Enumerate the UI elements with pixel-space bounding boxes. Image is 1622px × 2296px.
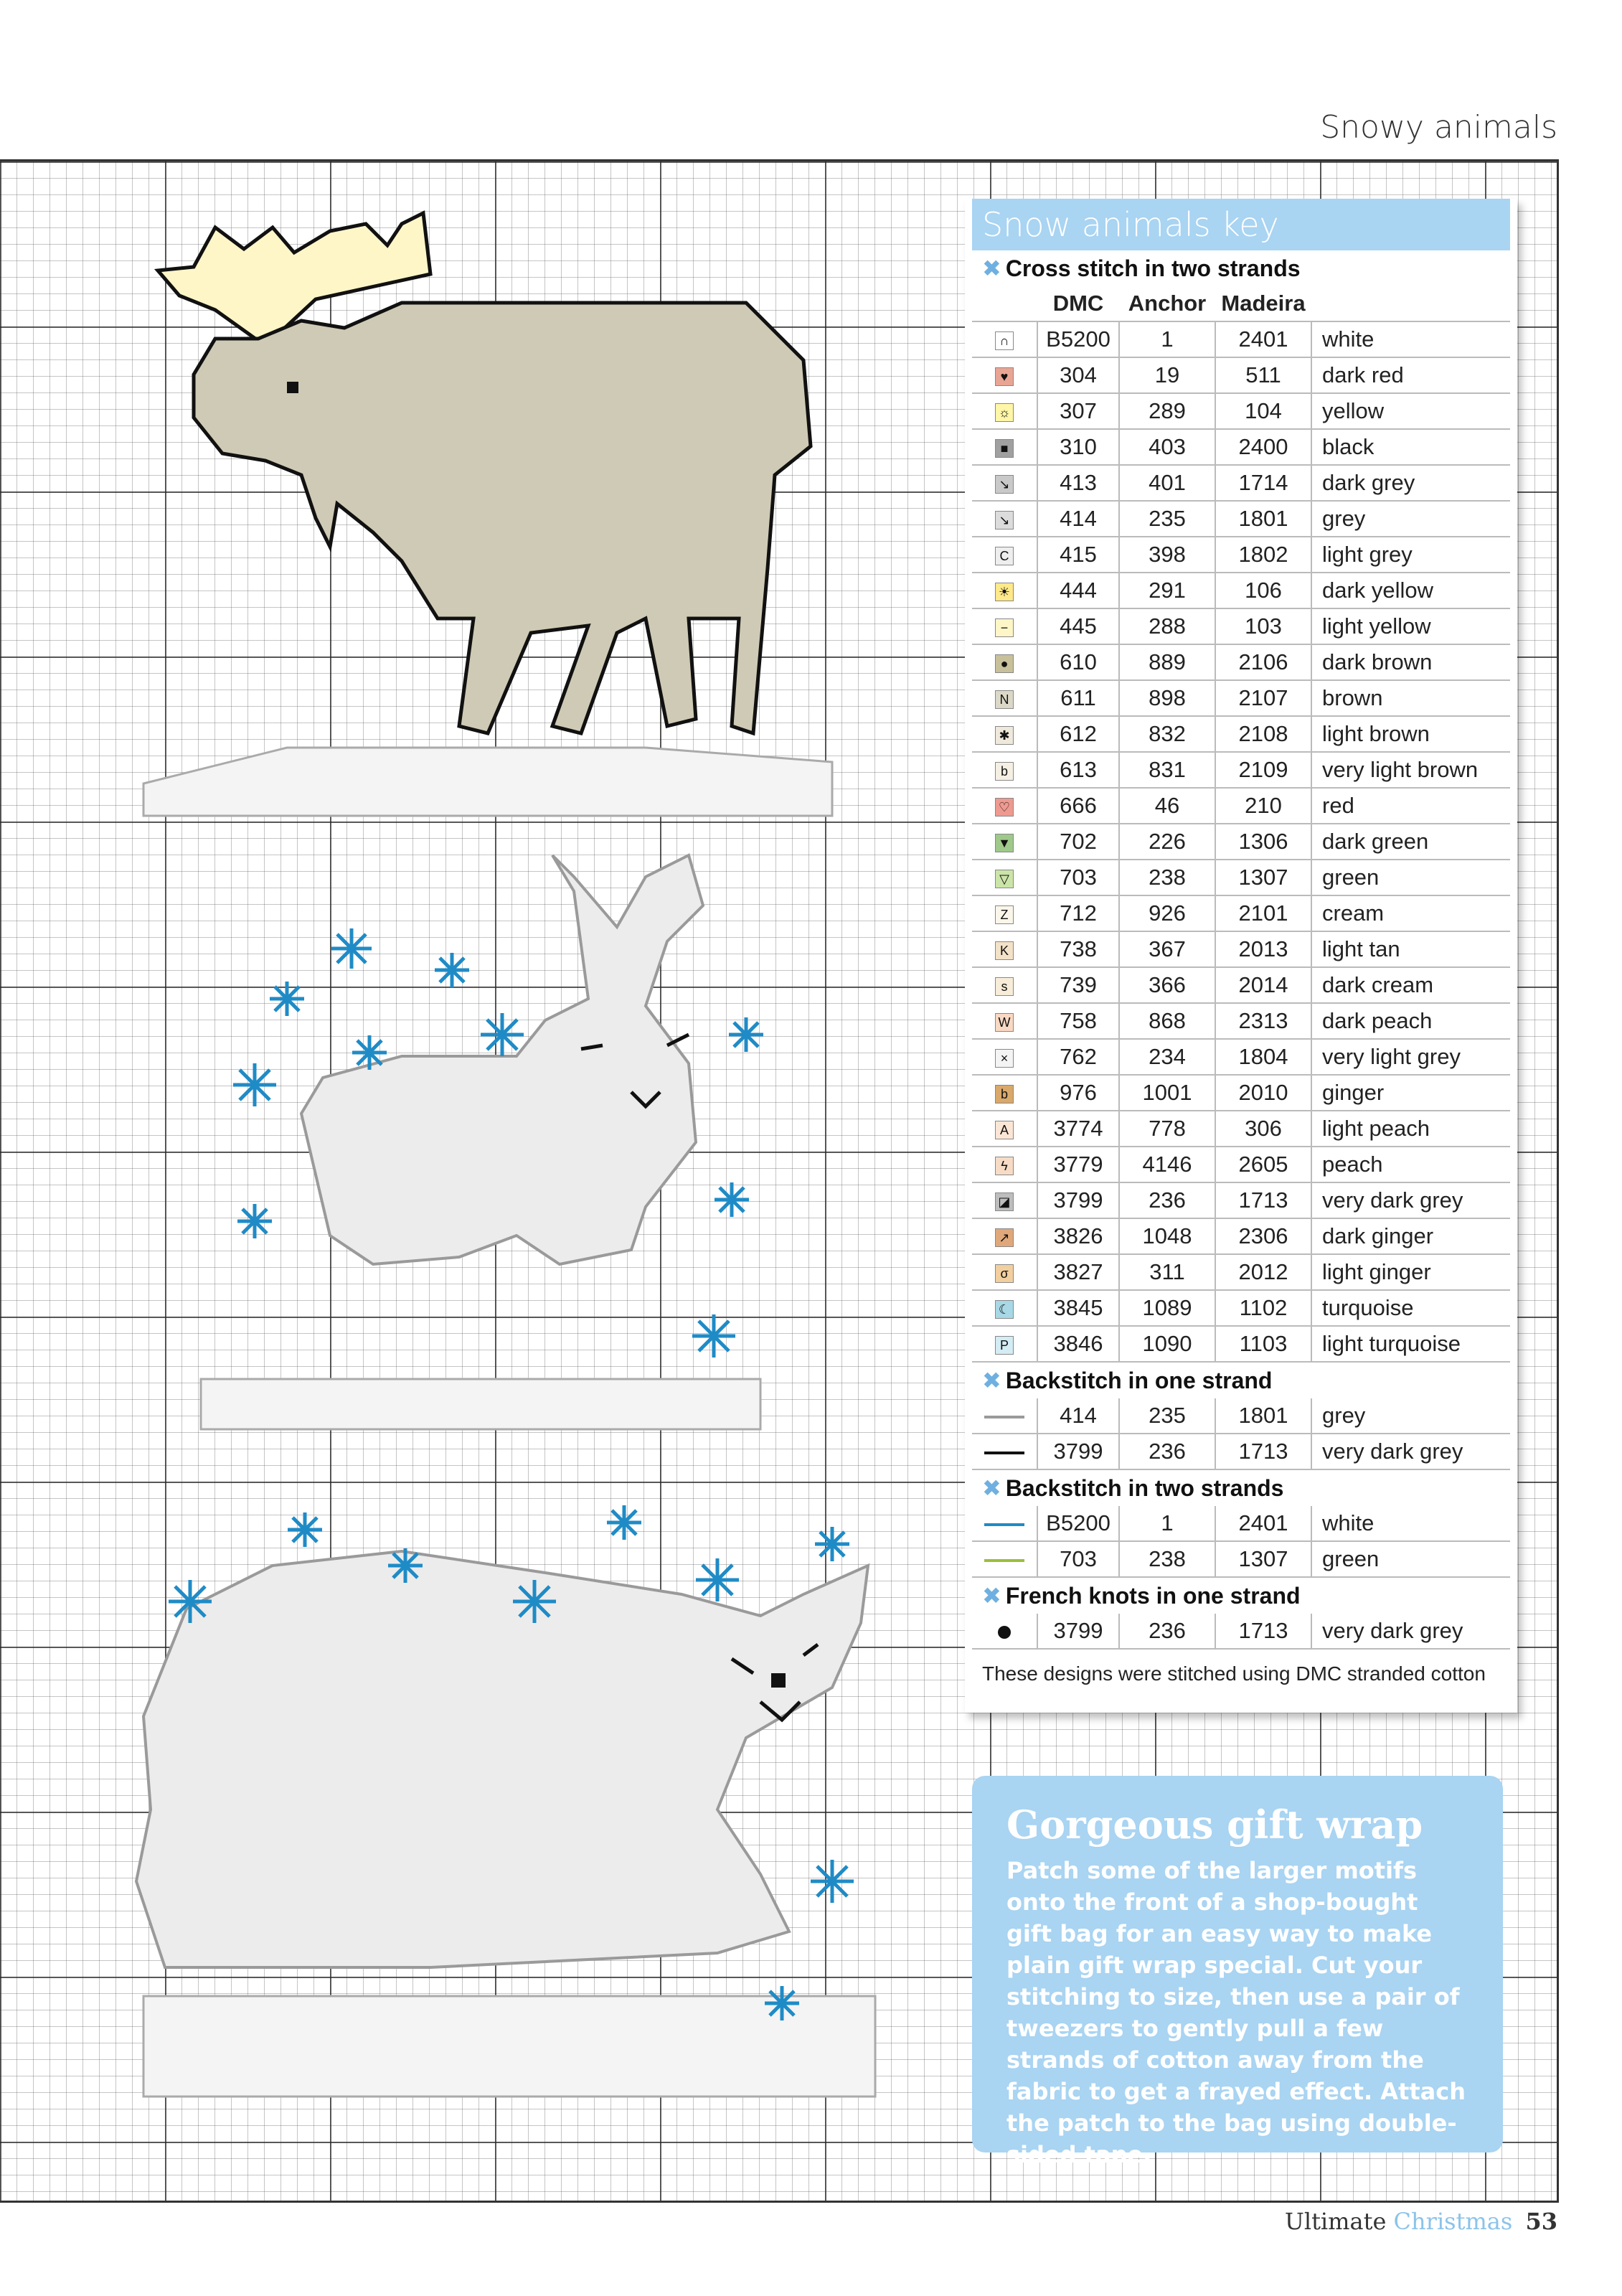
page-footer xyxy=(1285,2208,1557,2235)
dmc-value: 307 xyxy=(1037,393,1119,429)
key-row xyxy=(972,429,1510,465)
colour-name: cream xyxy=(1311,895,1510,931)
symbol-cell xyxy=(972,1147,1037,1182)
madeira-value: 1102 xyxy=(1215,1290,1311,1326)
symbol-cell xyxy=(972,393,1037,429)
dmc-value: B5200 xyxy=(1037,1506,1119,1541)
symbol-cell xyxy=(972,1111,1037,1147)
stitch-symbol-icon: ↘ xyxy=(995,475,1014,494)
madeira-value: 2013 xyxy=(1215,931,1311,967)
colour-name: grey xyxy=(1311,1398,1510,1434)
cross-stitch-rows xyxy=(972,321,1510,1362)
symbol-cell xyxy=(972,357,1037,393)
moose-snow xyxy=(143,748,832,816)
dmc-value: 3799 xyxy=(1037,1182,1119,1218)
anchor-value: 288 xyxy=(1119,608,1215,644)
dmc-value: 414 xyxy=(1037,1398,1119,1434)
fox-snow xyxy=(143,1996,875,2097)
symbol-cell xyxy=(972,644,1037,680)
madeira-value: 2108 xyxy=(1215,716,1311,752)
dmc-value: 3826 xyxy=(1037,1218,1119,1254)
backstitch-one-table xyxy=(972,1398,1510,1470)
backstitch-two-heading: ✖ Backstitch in two strands xyxy=(982,1475,1284,1501)
key-row xyxy=(972,644,1510,680)
madeira-value: 2106 xyxy=(1215,644,1311,680)
french-knots-heading: ✖ French knots in one strand xyxy=(982,1583,1301,1609)
stitch-symbol-icon: ● xyxy=(995,654,1014,673)
colour-name: green xyxy=(1311,860,1510,895)
backstitch-one-label: Backstitch in one strand xyxy=(1005,1368,1273,1393)
key-row xyxy=(972,1326,1510,1362)
key-row xyxy=(972,1039,1510,1075)
madeira-value: 2012 xyxy=(1215,1254,1311,1290)
chart-motifs xyxy=(0,159,925,2198)
anchor-value: 1090 xyxy=(1119,1326,1215,1362)
anchor-value: 868 xyxy=(1119,1003,1215,1039)
madeira-value: 306 xyxy=(1215,1111,1311,1147)
symbol-cell xyxy=(972,429,1037,465)
key-row xyxy=(972,321,1510,357)
snowflake xyxy=(237,1204,272,1238)
anchor-value: 235 xyxy=(1119,1398,1215,1434)
colour-name: ginger xyxy=(1311,1075,1510,1111)
fox-nose xyxy=(771,1673,786,1688)
colour-name: peach xyxy=(1311,1147,1510,1182)
symbol-cell xyxy=(972,1614,1037,1649)
cross-stitch-table xyxy=(972,286,1510,1363)
dmc-value: 739 xyxy=(1037,967,1119,1003)
stitch-symbol-icon: ♡ xyxy=(995,798,1014,817)
madeira-value: 1307 xyxy=(1215,1541,1311,1577)
col-anchor: Anchor xyxy=(1119,286,1215,321)
key-row xyxy=(972,1111,1510,1147)
symbol-cell xyxy=(972,1218,1037,1254)
symbol-cell xyxy=(972,1326,1037,1362)
colour-name: red xyxy=(1311,788,1510,824)
gift-wrap-title: Gorgeous gift wrap xyxy=(1006,1802,1423,1848)
colour-name: dark green xyxy=(1311,824,1510,860)
dmc-value: 976 xyxy=(1037,1075,1119,1111)
anchor-value: 926 xyxy=(1119,895,1215,931)
stitch-symbol-icon: P xyxy=(995,1336,1014,1355)
stitch-symbol-icon: ↗ xyxy=(995,1228,1014,1247)
page-number: 53 xyxy=(1525,2208,1557,2235)
col-madeira: Madeira xyxy=(1215,286,1311,321)
madeira-value: 2400 xyxy=(1215,429,1311,465)
symbol-cell xyxy=(972,716,1037,752)
anchor-value: 366 xyxy=(1119,967,1215,1003)
colour-name: very dark grey xyxy=(1311,1434,1510,1469)
key-row xyxy=(972,1254,1510,1290)
dmc-value: 414 xyxy=(1037,501,1119,537)
key-row xyxy=(972,465,1510,501)
dmc-value: 612 xyxy=(1037,716,1119,752)
stitch-symbol-icon: ▽ xyxy=(995,870,1014,888)
anchor-value: 403 xyxy=(1119,429,1215,465)
madeira-value: 2109 xyxy=(1215,752,1311,788)
symbol-cell xyxy=(972,860,1037,895)
stitch-symbol-icon: ▼ xyxy=(995,834,1014,852)
key-row xyxy=(972,967,1510,1003)
madeira-value: 1804 xyxy=(1215,1039,1311,1075)
colour-name: brown xyxy=(1311,680,1510,716)
anchor-value: 367 xyxy=(1119,931,1215,967)
colour-name: light peach xyxy=(1311,1111,1510,1147)
cross-stitch-section-label: Cross stitch in two strands xyxy=(1005,255,1301,281)
colour-name: dark peach xyxy=(1311,1003,1510,1039)
hare-motif xyxy=(201,855,760,1429)
stitch-symbol-icon: ☀ xyxy=(995,583,1014,601)
dmc-value: 703 xyxy=(1037,860,1119,895)
stitch-symbol-icon: C xyxy=(995,547,1014,565)
colour-name: dark cream xyxy=(1311,967,1510,1003)
anchor-value: 831 xyxy=(1119,752,1215,788)
dmc-value: 445 xyxy=(1037,608,1119,644)
key-title: Snow animals key xyxy=(972,199,1510,250)
symbol-cell xyxy=(972,1039,1037,1075)
anchor-value: 235 xyxy=(1119,501,1215,537)
key-row xyxy=(972,895,1510,931)
footer-magazine-prefix: Ultimate xyxy=(1284,2208,1387,2235)
backstitch-line-icon xyxy=(984,1559,1024,1562)
symbol-cell xyxy=(972,608,1037,644)
key-row xyxy=(972,1398,1510,1434)
french-knot-icon xyxy=(998,1626,1011,1639)
dmc-value: 762 xyxy=(1037,1039,1119,1075)
dmc-value: 666 xyxy=(1037,788,1119,824)
anchor-value: 226 xyxy=(1119,824,1215,860)
dmc-value: 613 xyxy=(1037,752,1119,788)
anchor-value: 236 xyxy=(1119,1182,1215,1218)
anchor-value: 234 xyxy=(1119,1039,1215,1075)
stitch-symbol-icon: ◪ xyxy=(995,1192,1014,1211)
fox-motif xyxy=(136,1551,875,2097)
dmc-value: 610 xyxy=(1037,644,1119,680)
anchor-value: 289 xyxy=(1119,393,1215,429)
madeira-value: 2401 xyxy=(1215,321,1311,357)
stitch-symbol-icon: σ xyxy=(995,1264,1014,1283)
key-row xyxy=(972,931,1510,967)
snowflake xyxy=(607,1505,641,1540)
key-row xyxy=(972,1147,1510,1182)
key-panel xyxy=(965,199,1517,1713)
symbol-cell xyxy=(972,1075,1037,1111)
colour-name: dark red xyxy=(1311,357,1510,393)
snowflake xyxy=(729,1017,763,1052)
colour-name: very light grey xyxy=(1311,1039,1510,1075)
colour-name: turquoise xyxy=(1311,1290,1510,1326)
key-row xyxy=(972,680,1510,716)
key-row xyxy=(972,1182,1510,1218)
key-row xyxy=(972,393,1510,429)
key-row xyxy=(972,860,1510,895)
stitch-symbol-icon: ☾ xyxy=(995,1300,1014,1319)
symbol-cell xyxy=(972,537,1037,573)
snowflake xyxy=(270,982,304,1016)
anchor-value: 238 xyxy=(1119,1541,1215,1577)
colour-name: light turquoise xyxy=(1311,1326,1510,1362)
symbol-cell xyxy=(972,895,1037,931)
anchor-value: 898 xyxy=(1119,680,1215,716)
madeira-value: 1714 xyxy=(1215,465,1311,501)
dmc-value: 702 xyxy=(1037,824,1119,860)
madeira-value: 2306 xyxy=(1215,1218,1311,1254)
snowflake xyxy=(169,1580,212,1623)
snowflake xyxy=(388,1548,423,1583)
snowflake xyxy=(513,1580,556,1623)
colour-name: light yellow xyxy=(1311,608,1510,644)
dmc-value: 3799 xyxy=(1037,1434,1119,1469)
symbol-cell xyxy=(972,1182,1037,1218)
madeira-value: 2101 xyxy=(1215,895,1311,931)
key-row xyxy=(972,501,1510,537)
madeira-value: 1713 xyxy=(1215,1434,1311,1469)
stitch-symbol-icon: b xyxy=(995,762,1014,781)
madeira-value: 2313 xyxy=(1215,1003,1311,1039)
anchor-value: 398 xyxy=(1119,537,1215,573)
snowflake xyxy=(331,928,372,969)
dmc-value: 304 xyxy=(1037,357,1119,393)
col-symbol xyxy=(972,286,1037,321)
dmc-value: 3779 xyxy=(1037,1147,1119,1182)
stitch-symbol-icon: W xyxy=(995,1013,1014,1032)
dmc-value: 310 xyxy=(1037,429,1119,465)
col-dmc: DMC xyxy=(1037,286,1119,321)
madeira-value: 2014 xyxy=(1215,967,1311,1003)
moose-motif xyxy=(143,213,832,816)
colour-name: light tan xyxy=(1311,931,1510,967)
symbol-cell xyxy=(972,752,1037,788)
stitch-symbol-icon: K xyxy=(995,941,1014,960)
backstitch-line-icon xyxy=(984,1523,1024,1526)
snowflake xyxy=(481,1013,524,1056)
snowflake xyxy=(815,1527,849,1561)
anchor-value: 1089 xyxy=(1119,1290,1215,1326)
symbol-cell xyxy=(972,1254,1037,1290)
madeira-value: 210 xyxy=(1215,788,1311,824)
snowflake xyxy=(435,953,469,987)
french-knots-table xyxy=(972,1614,1510,1650)
stitch-symbol-icon: ■ xyxy=(995,439,1014,458)
snowflake xyxy=(352,1035,387,1070)
stitch-symbol-icon: A xyxy=(995,1121,1014,1139)
key-row xyxy=(972,824,1510,860)
backstitch-two-label: Backstitch in two strands xyxy=(1005,1475,1284,1501)
symbol-cell xyxy=(972,680,1037,716)
madeira-value: 1801 xyxy=(1215,501,1311,537)
dmc-value: 738 xyxy=(1037,931,1119,967)
colour-name: dark grey xyxy=(1311,465,1510,501)
dmc-value: B5200 xyxy=(1037,321,1119,357)
colour-name: white xyxy=(1311,321,1510,357)
symbol-cell xyxy=(972,1506,1037,1541)
anchor-value: 778 xyxy=(1119,1111,1215,1147)
symbol-cell xyxy=(972,1003,1037,1039)
anchor-value: 1 xyxy=(1119,1506,1215,1541)
madeira-value: 2605 xyxy=(1215,1147,1311,1182)
symbol-cell xyxy=(972,1290,1037,1326)
dmc-value: 413 xyxy=(1037,465,1119,501)
snowflake xyxy=(233,1063,276,1106)
page-section-title: Snowy animals xyxy=(1320,109,1557,146)
key-row xyxy=(972,1614,1510,1649)
symbol-cell xyxy=(972,321,1037,357)
dmc-value: 758 xyxy=(1037,1003,1119,1039)
anchor-value: 236 xyxy=(1119,1614,1215,1649)
anchor-value: 311 xyxy=(1119,1254,1215,1290)
colour-name: very dark grey xyxy=(1311,1614,1510,1649)
madeira-value: 1713 xyxy=(1215,1182,1311,1218)
fox-body xyxy=(136,1551,868,1967)
madeira-value: 1103 xyxy=(1215,1326,1311,1362)
madeira-value: 1801 xyxy=(1215,1398,1311,1434)
symbol-cell xyxy=(972,1541,1037,1577)
stitch-symbol-icon: ϟ xyxy=(995,1157,1014,1175)
symbol-cell xyxy=(972,824,1037,860)
footer-magazine-accent: Christmas xyxy=(1393,2208,1513,2235)
anchor-value: 4146 xyxy=(1119,1147,1215,1182)
key-row xyxy=(972,1290,1510,1326)
madeira-value: 2010 xyxy=(1215,1075,1311,1111)
colour-name: dark yellow xyxy=(1311,573,1510,608)
dmc-value: 3799 xyxy=(1037,1614,1119,1649)
stitch-symbol-icon: ∩ xyxy=(995,331,1014,350)
symbol-cell xyxy=(972,788,1037,824)
madeira-value: 103 xyxy=(1215,608,1311,644)
dmc-value: 712 xyxy=(1037,895,1119,931)
key-row xyxy=(972,1506,1510,1541)
colour-name: light brown xyxy=(1311,716,1510,752)
colour-name: light ginger xyxy=(1311,1254,1510,1290)
stitch-symbol-icon: × xyxy=(995,1049,1014,1068)
colour-name: grey xyxy=(1311,501,1510,537)
gift-wrap-tip-box xyxy=(972,1776,1503,2168)
anchor-value: 832 xyxy=(1119,716,1215,752)
colour-name: dark brown xyxy=(1311,644,1510,680)
key-row xyxy=(972,1075,1510,1111)
key-row xyxy=(972,716,1510,752)
key-row xyxy=(972,752,1510,788)
hare-snow xyxy=(201,1379,760,1429)
madeira-value: 2107 xyxy=(1215,680,1311,716)
stitch-symbol-icon: Z xyxy=(995,905,1014,924)
colour-name: white xyxy=(1311,1506,1510,1541)
stitch-symbol-icon: s xyxy=(995,977,1014,996)
moose-eye xyxy=(287,382,298,393)
colour-name: black xyxy=(1311,429,1510,465)
colour-name: dark ginger xyxy=(1311,1218,1510,1254)
dmc-value: 703 xyxy=(1037,1541,1119,1577)
snowflake xyxy=(765,1986,799,2020)
cross-stitch-section-heading: ✖ Cross stitch in two strands xyxy=(982,255,1301,281)
stitch-symbol-icon: b xyxy=(995,1085,1014,1104)
dmc-value: 444 xyxy=(1037,573,1119,608)
snowflake xyxy=(715,1182,749,1217)
french-knots-label: French knots in one strand xyxy=(1005,1583,1301,1609)
dmc-value: 611 xyxy=(1037,680,1119,716)
madeira-value: 2401 xyxy=(1215,1506,1311,1541)
key-row xyxy=(972,788,1510,824)
madeira-value: 1307 xyxy=(1215,860,1311,895)
symbol-cell xyxy=(972,573,1037,608)
colour-name: very dark grey xyxy=(1311,1182,1510,1218)
dmc-value: 3774 xyxy=(1037,1111,1119,1147)
backstitch-two-table xyxy=(972,1506,1510,1578)
backstitch-line-icon xyxy=(984,1416,1024,1418)
madeira-value: 104 xyxy=(1215,393,1311,429)
dmc-value: 3846 xyxy=(1037,1326,1119,1362)
stitch-symbol-icon: − xyxy=(995,618,1014,637)
colour-name: yellow xyxy=(1311,393,1510,429)
colour-name: green xyxy=(1311,1541,1510,1577)
gift-wrap-text: Patch some of the larger motifs onto the front of a shop-bought gift bag for an easy way to make plain gift wrap special. Cut your stitching to size, then use a pair of tweezers to gently pull a few strands of cotton away from the fabric to get a frayed effect. Attach the patch to the bag using double-sided tape. xyxy=(1006,1857,1466,2168)
dmc-value: 3845 xyxy=(1037,1290,1119,1326)
moose-body xyxy=(194,303,811,733)
snowflake xyxy=(692,1314,735,1358)
anchor-value: 291 xyxy=(1119,573,1215,608)
key-note: These designs were stitched using DMC stranded cotton xyxy=(982,1662,1486,1685)
key-row xyxy=(972,608,1510,644)
dmc-value: 415 xyxy=(1037,537,1119,573)
key-row xyxy=(972,1003,1510,1039)
dmc-value: 3827 xyxy=(1037,1254,1119,1290)
backstitch-one-heading: ✖ Backstitch in one strand xyxy=(982,1368,1273,1393)
anchor-value: 401 xyxy=(1119,465,1215,501)
anchor-value: 238 xyxy=(1119,860,1215,895)
key-row xyxy=(972,1541,1510,1577)
symbol-cell xyxy=(972,501,1037,537)
key-row xyxy=(972,573,1510,608)
anchor-value: 1048 xyxy=(1119,1218,1215,1254)
key-row xyxy=(972,1218,1510,1254)
snowflake xyxy=(696,1558,739,1601)
stitch-symbol-icon: N xyxy=(995,690,1014,709)
anchor-value: 236 xyxy=(1119,1434,1215,1469)
colour-name: light grey xyxy=(1311,537,1510,573)
anchor-value: 1001 xyxy=(1119,1075,1215,1111)
symbol-cell xyxy=(972,1398,1037,1434)
madeira-value: 1802 xyxy=(1215,537,1311,573)
col-name xyxy=(1311,286,1510,321)
anchor-value: 1 xyxy=(1119,321,1215,357)
snowflake xyxy=(811,1860,854,1903)
key-row xyxy=(972,537,1510,573)
madeira-value: 1306 xyxy=(1215,824,1311,860)
madeira-value: 106 xyxy=(1215,573,1311,608)
anchor-value: 46 xyxy=(1119,788,1215,824)
stitch-symbol-icon: ☼ xyxy=(995,403,1014,422)
backstitch-line-icon xyxy=(984,1452,1024,1454)
stitch-symbol-icon: ↘ xyxy=(995,511,1014,530)
stitch-symbol-icon: ♥ xyxy=(995,367,1014,386)
symbol-cell xyxy=(972,931,1037,967)
symbol-cell xyxy=(972,1434,1037,1469)
colour-name: very light brown xyxy=(1311,752,1510,788)
madeira-value: 511 xyxy=(1215,357,1311,393)
symbol-cell xyxy=(972,465,1037,501)
anchor-value: 889 xyxy=(1119,644,1215,680)
anchor-value: 19 xyxy=(1119,357,1215,393)
key-row xyxy=(972,357,1510,393)
snowflake xyxy=(288,1512,322,1547)
madeira-value: 1713 xyxy=(1215,1614,1311,1649)
stitch-symbol-icon: ✱ xyxy=(995,726,1014,745)
key-row xyxy=(972,1434,1510,1469)
symbol-cell xyxy=(972,967,1037,1003)
